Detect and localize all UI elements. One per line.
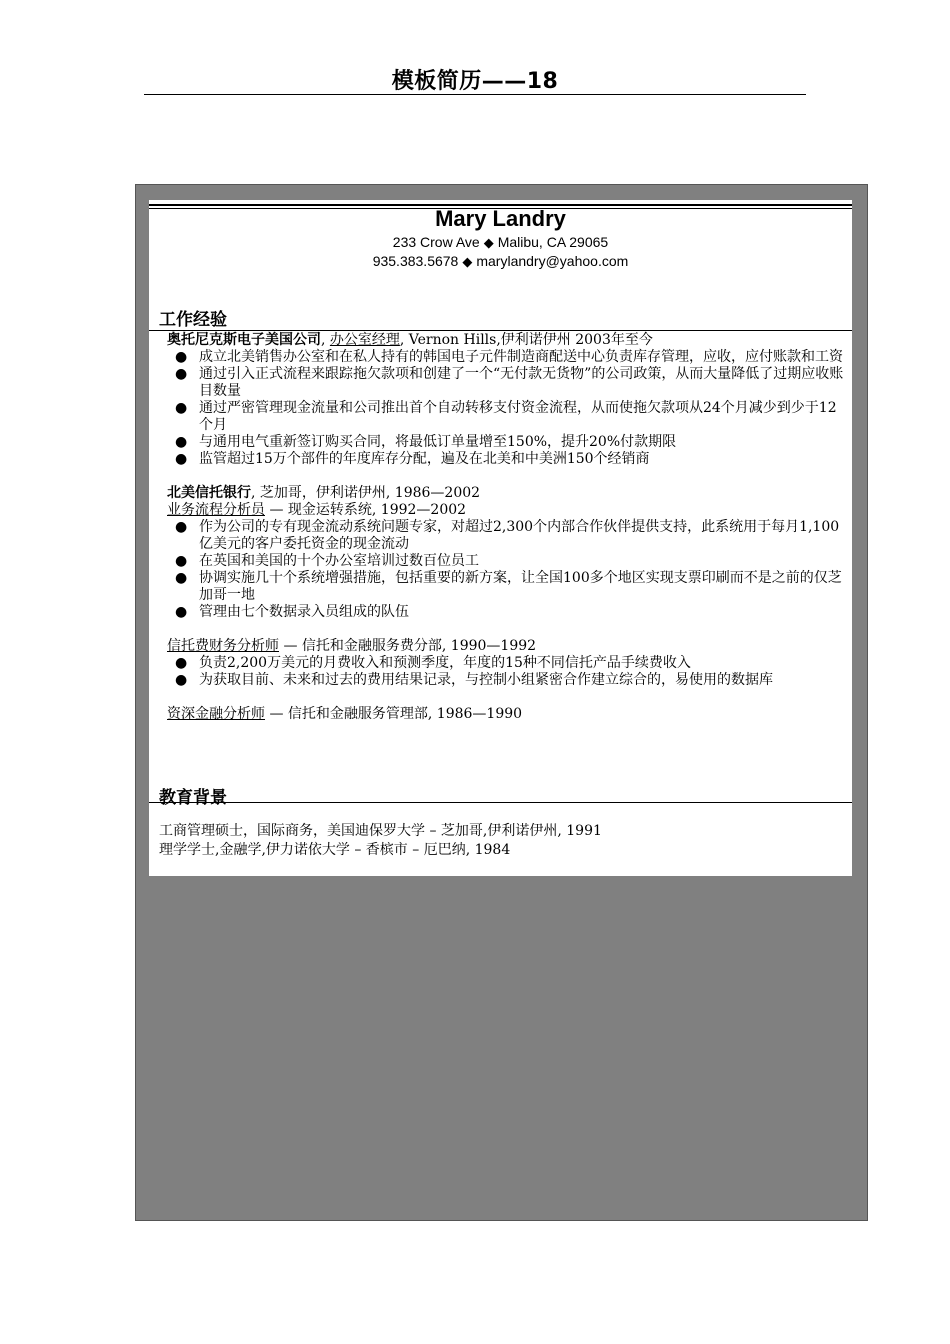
- list-item: ● 管理由七个数据录入员组成的队伍: [167, 604, 847, 621]
- role2-detail: — 信托和金融服务费分部, 1990—1992: [279, 638, 537, 654]
- role1-bullets: [167, 519, 847, 621]
- role3-header: [167, 706, 847, 723]
- list-item: ● 成立北美销售办公室和在私人持有的韩国电子元件制造商配送中心负责库存管理，应收，应付账款和工资: [167, 349, 847, 366]
- role1-title: 业务流程分析员: [167, 502, 265, 518]
- email: marylandry@yahoo.com: [476, 253, 629, 269]
- role2-bullets: [167, 655, 847, 689]
- work-rule: [149, 330, 852, 331]
- education-line: 理学学士,金融学,伊力诺依大学 – 香槟市 – 厄巴纳, 1984: [159, 842, 511, 858]
- list-item: ● 在英国和美国的十个办公室培训过数百位员工: [167, 553, 847, 570]
- education-content: [159, 822, 849, 860]
- role3-detail: — 信托和金融服务管理部, 1986—1990: [265, 706, 523, 722]
- city: Malibu, CA 29065: [497, 234, 609, 250]
- job1-separator: ,: [321, 332, 330, 348]
- job1-location: , Vernon Hills,伊利诺伊州 2003年至今: [399, 332, 653, 348]
- list-item: ● 通过引入正式流程来跟踪拖欠款项和创建了一个“无付款无货物”的公司政策，从而大量降低了过期应收账目数量: [167, 366, 847, 400]
- contact-phone-line: [149, 253, 852, 270]
- work-heading: 工作经验: [159, 310, 227, 330]
- job2-header: [167, 485, 847, 502]
- education-line: 工商管理硕士，国际商务，美国迪保罗大学 – 芝加哥,伊利诺伊州, 1991: [159, 823, 602, 839]
- job1-header: [167, 332, 847, 349]
- diamond-icon: ◆: [462, 254, 473, 269]
- resume-sheet: [149, 200, 852, 876]
- job1-bullets: [167, 349, 847, 468]
- diamond-icon: ◆: [483, 235, 494, 250]
- address: 233 Crow Ave: [392, 234, 480, 250]
- role1-detail: — 现金运转系统, 1992—2002: [265, 502, 467, 518]
- role2-title: 信托费财务分析师: [167, 638, 279, 654]
- list-item: ● 协调实施几十个系统增强措施，包括重要的新方案，让全国100多个地区实现支票印刷而不是之前的仅芝加哥一地: [167, 570, 847, 604]
- job2-location: , 芝加哥，伊利诺伊州, 1986—2002: [251, 485, 481, 501]
- list-item: ● 与通用电气重新签订购买合同，将最低订单量增至150%，提升20%付款期限: [167, 434, 847, 451]
- education-heading: 教育背景: [159, 788, 227, 808]
- role3-title: 资深金融分析师: [167, 706, 265, 722]
- title-underline: [144, 94, 806, 95]
- phone: 935.383.5678: [372, 253, 459, 269]
- job1-company: 奥托尼克斯电子美国公司: [167, 332, 321, 348]
- list-item: ● 负责2,200万美元的月费收入和预测季度，年度的15种不同信托产品手续费收入: [167, 655, 847, 672]
- resume-name: Mary Landry: [435, 206, 566, 231]
- role1-header: [167, 502, 847, 519]
- list-item: ● 作为公司的专有现金流动系统问题专家，对超过2,300个内部合作伙伴提供支持，此系统用于每月1,100亿美元的客户委托资金的现金流动: [167, 519, 847, 553]
- list-item: ● 通过严密管理现金流量和公司推出首个自动转移支付资金流程，从而使拖欠款项从24个月减少到少于12个月: [167, 400, 847, 434]
- job2-company: 北美信托银行: [167, 485, 251, 501]
- contact-address-line: [149, 234, 852, 251]
- role2-header: [167, 638, 847, 655]
- list-item: ● 监管超过15万个部件的年度库存分配，遍及在北美和中美洲150个经销商: [167, 451, 847, 468]
- document-title: 模板简历——18: [391, 69, 559, 94]
- list-item: ● 为获取目前、未来和过去的费用结果记录，与控制小组紧密合作建立综合的，易使用的数据库: [167, 672, 847, 689]
- education-rule: [149, 802, 852, 803]
- work-content: [167, 332, 847, 723]
- job1-title: 办公室经理: [329, 332, 400, 348]
